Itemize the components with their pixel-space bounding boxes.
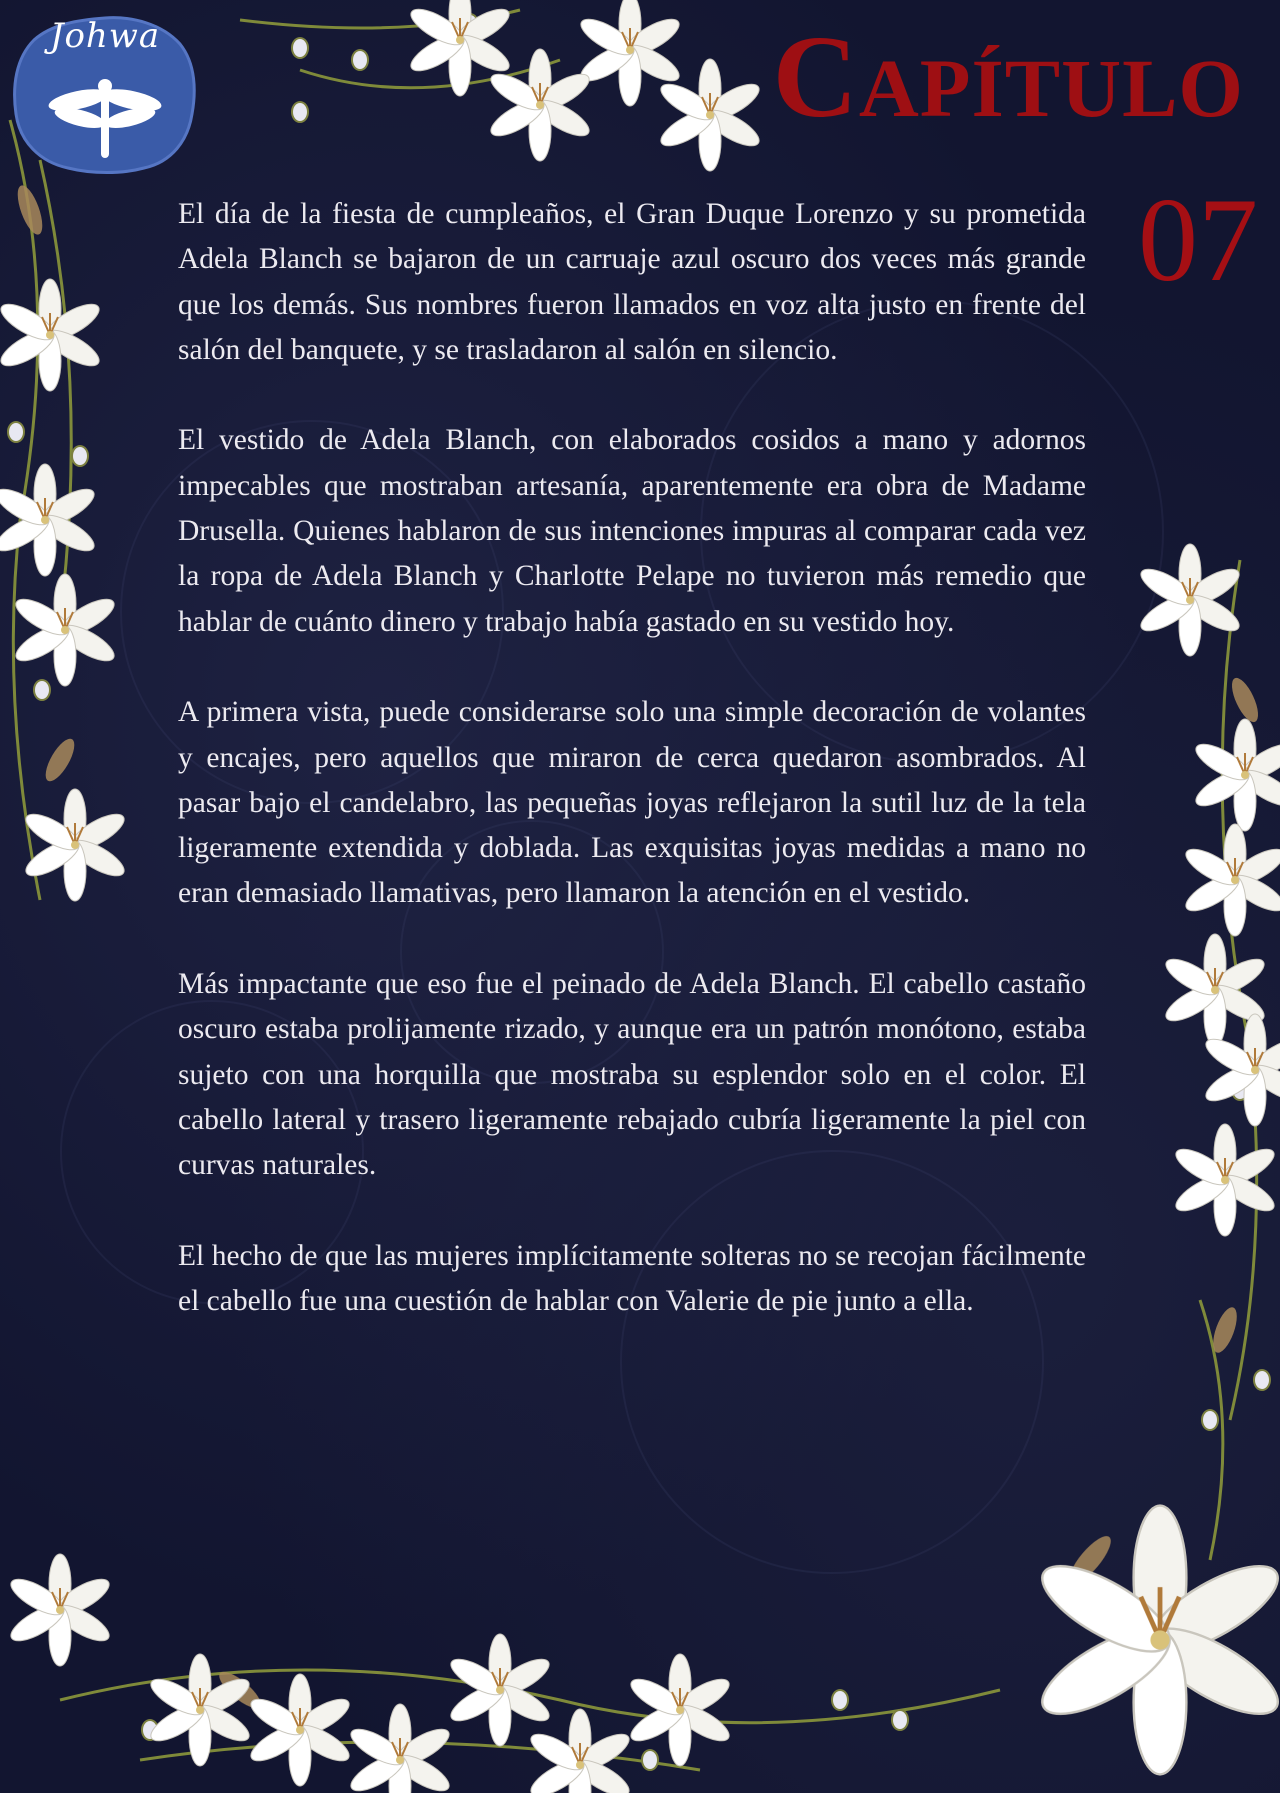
paragraph: Más impactante que eso fue el peinado de Adela Blanch. El cabello castaño oscuro estaba prolijamente rizado, y aunque era un patrón monótono, estaba sujeto con una horquilla que mostraba su esplendor solo en el color. El cabello lateral y trasero ligeramente rebajado cubría ligeramente la piel con curvas naturales.: [178, 968, 1086, 1182]
paragraph: El hecho de que las mujeres implícitamente solteras no se recojan fácilmente el cabello fue una cuestión de hablar con Valerie de pie junto a ella.: [178, 1239, 1086, 1318]
chapter-body: [178, 192, 1086, 1370]
paragraph: El día de la fiesta de cumpleaños, el Gran Duque Lorenzo y su prometida Adela Blanch se bajaron de un carruaje azul oscuro dos veces más grande que los demás. Sus nombres fueron llamados en voz alta justo en frente del salón del banquete, y se trasladaron al salón en silencio.: [178, 198, 1086, 366]
chapter-number: 07: [1138, 173, 1258, 306]
paragraph: A primera vista, puede considerarse solo una simple decoración de volantes y encajes, pero aquellos que miraron de cerca quedaron asombrados. Al pasar bajo el candelabro, las pequeñas joyas reflejaron la sutil luz de la tela ligeramente extendida y doblada. Las exquisitas joyas medidas a mano no eran demasiado llamativas, pero llamaron la atención en el vestido.: [178, 696, 1086, 910]
logo-text: Johwa: [49, 16, 161, 56]
paragraph: El vestido de Adela Blanch, con elaborados cosidos a mano y adornos impecables que mostraban artesanía, aparentemente era obra de Madame Drusella. Quienes hablaron de sus intenciones impuras al comparar cada vez la ropa de Adela Blanch y Charlotte Pelape no tuvieron más remedio que hablar de cuánto dinero y trabajo había gastado en su vestido hoy.: [178, 424, 1086, 638]
chapter-title: Capítulo: [772, 11, 1244, 142]
